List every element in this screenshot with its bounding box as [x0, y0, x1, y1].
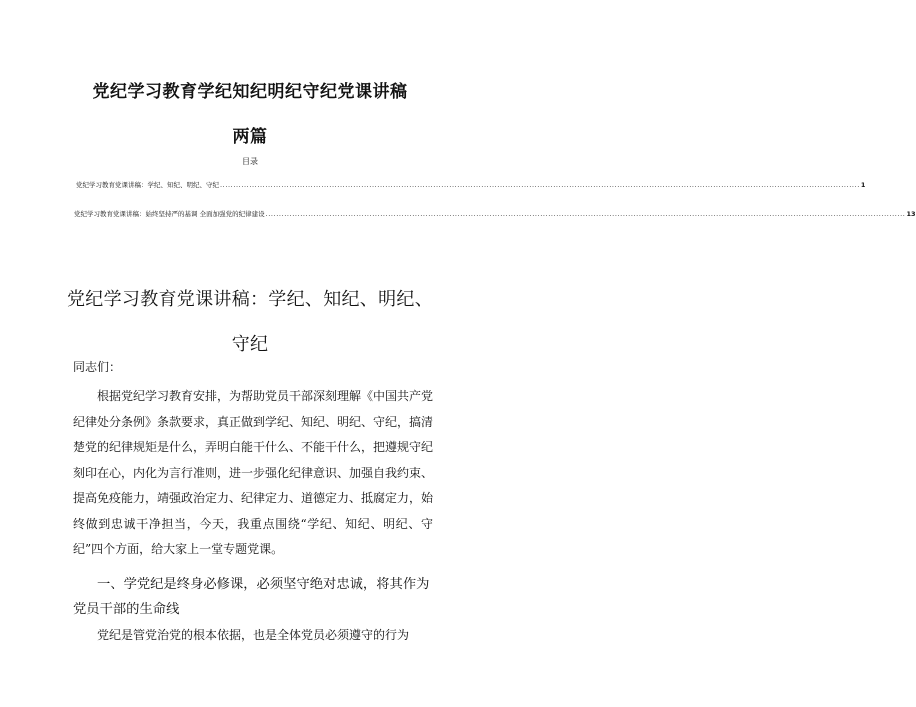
- toc-entry[interactable]: [76, 180, 866, 189]
- toc-entry-page: 1: [860, 181, 866, 189]
- body-paragraph: 根据党纪学习教育安排，为帮助党员干部深刻理解《中国共产党纪律处分条例》条款要求，真正做到学纪、知纪、明纪、守纪，搞清楚党的纪律规矩是什么，弄明白能干什么、不能干什么，把遵规守纪刻印在心，内化为言行准则，进一步强化纪律意识、加强自我约束、提高免疫能力，靖强政治定力、纪律定力、道德定力、抵腐定力，始终做到忠诚干净担当，今天，我重点围绕“学纪、知纪、明纪、守纪”四个方面，给大家上一堂专题党课。: [73, 389, 434, 556]
- greeting: 同志们：: [73, 360, 122, 374]
- section-title-line-2: 守纪: [231, 334, 269, 355]
- toc-entry[interactable]: [74, 209, 916, 218]
- document-title-line-1: 党纪学习教育学纪知纪明纪守纪党课讲稿: [92, 82, 408, 102]
- toc-leader-dots: ................................................................................................................................................................................................................................................: [220, 181, 860, 189]
- body-paragraph-2: 党纪是管党治党的根本依据，也是全体党员必须遵守的行为: [97, 628, 410, 642]
- toc-leader-dots: ................................................................................................................................................................................................................................................: [265, 210, 906, 218]
- toc-entry-title: 党纪学习教育党课讲稿：学纪、知纪、明纪、守纪: [76, 181, 219, 189]
- toc-entry-page: 13: [906, 210, 916, 218]
- subheading-one: 一、学党纪是终身必修课，必须坚守绝对忠诚，将其作为党员干部的生命线: [73, 577, 430, 617]
- toc-entry-title: 党纪学习教育党课讲稿：始终坚持严的基调 全面加强党的纪律建设: [74, 210, 265, 218]
- document-title-line-2: 两篇: [232, 127, 268, 147]
- section-title-line-1: 党纪学习教育党课讲稿：学纪、知纪、明纪、: [67, 289, 433, 310]
- toc-heading: 目录: [242, 157, 258, 166]
